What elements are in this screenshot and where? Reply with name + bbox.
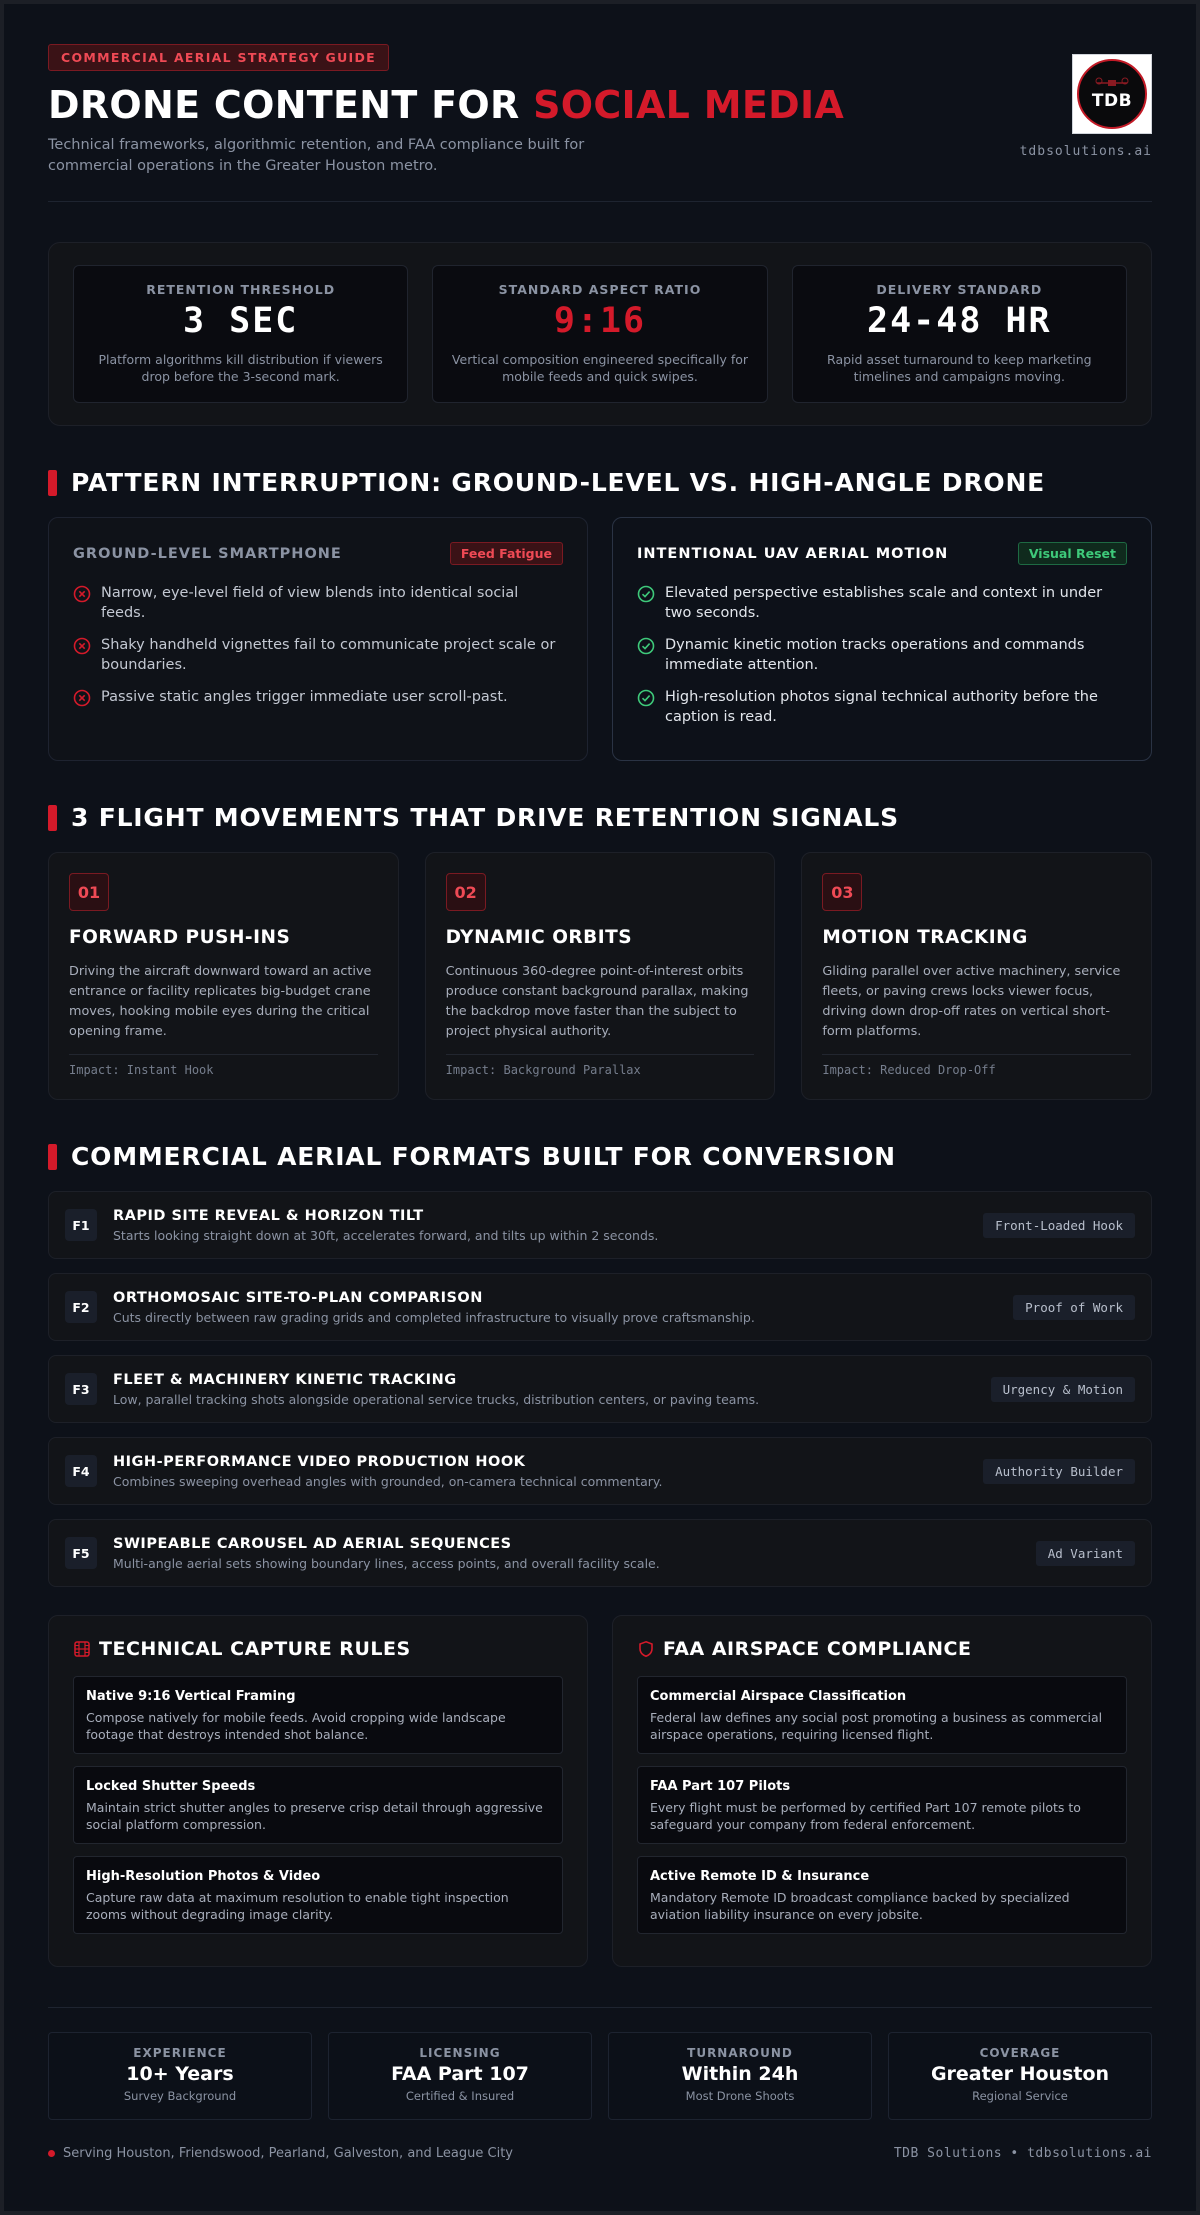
logo-text: TDB bbox=[1091, 91, 1133, 111]
section-title: COMMERCIAL AERIAL FORMATS BUILT FOR CONVERSION bbox=[71, 1142, 896, 1171]
format-desc: Cuts directly between raw grading grids and completed infrastructure to visually prove craftsmanship. bbox=[113, 1309, 755, 1325]
format-tag: Front-Loaded Hook bbox=[983, 1213, 1135, 1238]
format-tag: Ad Variant bbox=[1036, 1541, 1135, 1566]
rule-title: Native 9:16 Vertical Framing bbox=[86, 1689, 296, 1704]
x-circle-icon bbox=[73, 689, 91, 707]
feed-fatigue-badge: Feed Fatigue bbox=[450, 542, 563, 565]
format-row bbox=[48, 1191, 1152, 1259]
movement-title: FORWARD PUSH-INS bbox=[69, 927, 291, 948]
movement-card bbox=[425, 852, 776, 1100]
footer-stat-card bbox=[328, 2032, 592, 2120]
footer-stat-label: COVERAGE bbox=[979, 2046, 1061, 2060]
footer-stat-value: FAA Part 107 bbox=[391, 2063, 529, 2085]
stat-card bbox=[432, 265, 767, 403]
format-row bbox=[48, 1519, 1152, 1587]
footer-stats bbox=[48, 2007, 1152, 2120]
list-item-text: Dynamic kinetic motion tracks operations and commands immediate attention. bbox=[665, 637, 1085, 673]
format-text bbox=[113, 1372, 991, 1407]
list-item bbox=[73, 583, 563, 623]
rule-title: Active Remote ID & Insurance bbox=[650, 1869, 870, 1884]
comparison-title: INTENTIONAL UAV AERIAL MOTION bbox=[637, 545, 949, 562]
rule-head bbox=[637, 1638, 1127, 1660]
logo-circle bbox=[1077, 59, 1147, 129]
movement-number: 02 bbox=[446, 873, 486, 911]
rule-heading: FAA AIRSPACE COMPLIANCE bbox=[663, 1638, 972, 1660]
drone-icon bbox=[1093, 77, 1131, 89]
stat-label: DELIVERY STANDARD bbox=[876, 282, 1043, 297]
footer-stat-sub: Survey Background bbox=[123, 2089, 237, 2103]
rule-title: Commercial Airspace Classification bbox=[650, 1689, 907, 1704]
list-item-text: Elevated perspective establishes scale and context in under two seconds. bbox=[665, 585, 1103, 621]
comparison-head bbox=[637, 542, 1127, 565]
footer-stat-label: EXPERIENCE bbox=[133, 2046, 227, 2060]
header bbox=[48, 44, 1152, 202]
logo bbox=[1072, 54, 1152, 134]
format-text bbox=[113, 1536, 1036, 1571]
format-text bbox=[113, 1290, 1013, 1325]
movement-number: 03 bbox=[822, 873, 862, 911]
stat-value: 9:16 bbox=[553, 301, 647, 341]
footer-serving bbox=[48, 2146, 513, 2161]
x-circle-icon bbox=[73, 637, 91, 655]
comparison bbox=[48, 517, 1152, 761]
footer bbox=[48, 2146, 1152, 2161]
movement-title: DYNAMIC ORBITS bbox=[445, 927, 633, 948]
stat-value: 24-48 HR bbox=[867, 301, 1052, 341]
rule-head bbox=[73, 1638, 563, 1660]
movement-desc: Gliding parallel over active machinery, service fleets, or paving crews locks viewer focus, driving down drop-off rates on vertical short-form platforms. bbox=[822, 964, 1121, 1039]
rules-section bbox=[48, 1615, 1152, 1967]
list-item bbox=[637, 635, 1127, 675]
list-item bbox=[73, 635, 563, 675]
footer-stat-value: Within 24h bbox=[681, 2063, 799, 2085]
page-subtitle: Technical frameworks, algorithmic retention, and FAA compliance built for commercial operations in the Greater Houston metro. bbox=[48, 137, 585, 174]
rule-desc: Compose natively for mobile feeds. Avoid cropping wide landscape footage that destroys intended shot balance. bbox=[86, 1710, 506, 1742]
status-dot-icon bbox=[48, 2150, 55, 2157]
comparison-list bbox=[73, 583, 563, 707]
format-code: F1 bbox=[65, 1209, 97, 1241]
rule-item bbox=[73, 1766, 563, 1844]
format-code: F4 bbox=[65, 1455, 97, 1487]
rule-title: High-Resolution Photos & Video bbox=[86, 1869, 321, 1884]
format-code: F5 bbox=[65, 1537, 97, 1569]
stat-desc: Platform algorithms kill distribution if viewers drop before the 3-second mark. bbox=[98, 352, 383, 384]
rule-title: Locked Shutter Speeds bbox=[86, 1779, 256, 1794]
eyebrow-badge: COMMERCIAL AERIAL STRATEGY GUIDE bbox=[48, 44, 389, 71]
list-item-text: Narrow, eye-level field of view blends into identical social feeds. bbox=[101, 585, 519, 621]
format-desc: Low, parallel tracking shots alongside operational service trucks, distribution centers, or paving teams. bbox=[113, 1391, 760, 1407]
footer-stat-sub: Regional Service bbox=[972, 2089, 1068, 2103]
movement-card bbox=[48, 852, 399, 1100]
format-row bbox=[48, 1273, 1152, 1341]
footer-stat-card bbox=[48, 2032, 312, 2120]
comparison-card-ground bbox=[48, 517, 588, 761]
check-circle-icon bbox=[637, 689, 655, 707]
list-item bbox=[637, 687, 1127, 727]
movement-title: MOTION TRACKING bbox=[822, 927, 1028, 948]
comparison-card-uav bbox=[612, 517, 1152, 761]
title-main: DRONE CONTENT FOR bbox=[48, 83, 534, 127]
rule-desc: Maintain strict shutter angles to preserve crisp detail through aggressive social platform compression. bbox=[86, 1800, 543, 1832]
footer-serving-text: Serving Houston, Friendswood, Pearland, Galveston, and League City bbox=[63, 2146, 513, 2161]
movements bbox=[48, 852, 1152, 1100]
format-row bbox=[48, 1437, 1152, 1505]
format-text bbox=[113, 1454, 983, 1489]
footer-stat-value: 10+ Years bbox=[126, 2063, 234, 2085]
stat-value: 3 SEC bbox=[182, 301, 299, 341]
list-item bbox=[73, 687, 563, 707]
stat-desc: Vertical composition engineered specifically for mobile feeds and quick swipes. bbox=[451, 352, 749, 384]
rule-title: FAA Part 107 Pilots bbox=[650, 1779, 791, 1794]
comparison-title: GROUND-LEVEL SMARTPHONE bbox=[73, 545, 342, 562]
stat-card bbox=[792, 265, 1127, 403]
section-accent-bar bbox=[48, 1144, 57, 1170]
rule-desc: Mandatory Remote ID broadcast compliance backed by specialized aviation liability insurance on every jobsite. bbox=[650, 1890, 1070, 1922]
list-item-text: Shaky handheld vignettes fail to communicate project scale or boundaries. bbox=[101, 637, 556, 673]
visual-reset-badge: Visual Reset bbox=[1018, 542, 1127, 565]
format-title: FLEET & MACHINERY KINETIC TRACKING bbox=[113, 1371, 457, 1388]
section-title: PATTERN INTERRUPTION: GROUND-LEVEL VS. HIGH-ANGLE DRONE bbox=[71, 468, 1046, 497]
title-accent: SOCIAL MEDIA bbox=[533, 83, 845, 127]
format-desc: Combines sweeping overhead angles with grounded, on-camera technical commentary. bbox=[113, 1473, 663, 1489]
rule-item bbox=[73, 1856, 563, 1934]
stats-panel bbox=[48, 242, 1152, 426]
footer-stat-card bbox=[888, 2032, 1152, 2120]
list-item-text: Passive static angles trigger immediate user scroll-past. bbox=[101, 689, 508, 705]
comparison-list bbox=[637, 583, 1127, 727]
format-title: RAPID SITE REVEAL & HORIZON TILT bbox=[113, 1207, 424, 1224]
section-heading-formats bbox=[48, 1142, 1152, 1171]
capture-rules-panel bbox=[48, 1615, 588, 1967]
section-heading-movements bbox=[48, 803, 1152, 832]
format-tag: Proof of Work bbox=[1013, 1295, 1135, 1320]
shield-icon bbox=[637, 1640, 655, 1658]
x-circle-icon bbox=[73, 585, 91, 603]
movement-desc: Driving the aircraft downward toward an active entrance or facility replicates big-budget crane moves, hooking mobile eyes during the critical opening frame. bbox=[69, 964, 372, 1039]
movement-impact: Impact: Reduced Drop-Off bbox=[822, 1054, 1131, 1077]
format-tag: Urgency & Motion bbox=[991, 1377, 1135, 1402]
format-title: HIGH-PERFORMANCE VIDEO PRODUCTION HOOK bbox=[113, 1453, 526, 1470]
movement-desc: Continuous 360-degree point-of-interest orbits produce constant background parallax, making the backdrop move faster than the subject to project physical authority. bbox=[445, 964, 749, 1039]
footer-brand: TDB Solutions • tdbsolutions.ai bbox=[893, 2146, 1152, 2161]
format-title: ORTHOMOSAIC SITE-TO-PLAN COMPARISON bbox=[113, 1289, 483, 1306]
section-accent-bar bbox=[48, 805, 57, 831]
rule-item bbox=[637, 1856, 1127, 1934]
rule-desc: Capture raw data at maximum resolution to enable tight inspection zooms without degrading image clarity. bbox=[86, 1890, 509, 1922]
movement-impact: Impact: Background Parallax bbox=[446, 1054, 755, 1077]
section-title: 3 FLIGHT MOVEMENTS THAT DRIVE RETENTION SIGNALS bbox=[71, 803, 899, 832]
list-item bbox=[637, 583, 1127, 623]
rule-heading: TECHNICAL CAPTURE RULES bbox=[99, 1638, 411, 1660]
faa-compliance-panel bbox=[612, 1615, 1152, 1967]
check-circle-icon bbox=[637, 585, 655, 603]
stat-label: RETENTION THRESHOLD bbox=[146, 282, 336, 297]
header-domain: tdbsolutions.ai bbox=[1019, 144, 1152, 159]
rule-item bbox=[637, 1676, 1127, 1754]
comparison-head bbox=[73, 542, 563, 565]
format-desc: Starts looking straight down at 30ft, accelerates forward, and tilts up within 2 seconds. bbox=[113, 1227, 659, 1243]
footer-stat-card bbox=[608, 2032, 872, 2120]
footer-stat-sub: Most Drone Shoots bbox=[685, 2089, 795, 2103]
footer-stat-sub: Certified & Insured bbox=[405, 2089, 515, 2103]
stat-card bbox=[73, 265, 408, 403]
section-heading-pattern bbox=[48, 468, 1152, 497]
footer-stat-label: TURNAROUND bbox=[687, 2046, 793, 2060]
section-accent-bar bbox=[48, 470, 57, 496]
stat-label: STANDARD ASPECT RATIO bbox=[498, 282, 702, 297]
stat-desc: Rapid asset turnaround to keep marketing timelines and campaigns moving. bbox=[827, 352, 1092, 384]
formats-list bbox=[48, 1191, 1152, 1587]
movement-impact: Impact: Instant Hook bbox=[69, 1054, 378, 1077]
format-desc: Multi-angle aerial sets showing boundary lines, access points, and overall facility scale. bbox=[113, 1555, 660, 1571]
footer-stat-label: LICENSING bbox=[419, 2046, 501, 2060]
movement-number: 01 bbox=[69, 873, 109, 911]
footer-stat-value: Greater Houston bbox=[930, 2063, 1110, 2085]
format-title: SWIPEABLE CAROUSEL AD AERIAL SEQUENCES bbox=[113, 1535, 512, 1552]
list-item-text: High-resolution photos signal technical authority before the caption is read. bbox=[665, 689, 1098, 725]
rule-desc: Federal law defines any social post promoting a business as commercial airspace operations, requiring licensed flight. bbox=[650, 1710, 1103, 1742]
format-code: F3 bbox=[65, 1373, 97, 1405]
format-row bbox=[48, 1355, 1152, 1423]
rule-item bbox=[73, 1676, 563, 1754]
check-circle-icon bbox=[637, 637, 655, 655]
page-title bbox=[48, 83, 1152, 127]
film-icon bbox=[73, 1640, 91, 1658]
rule-desc: Every flight must be performed by certified Part 107 remote pilots to safeguard your company from federal enforcement. bbox=[650, 1800, 1081, 1832]
format-text bbox=[113, 1208, 983, 1243]
movement-card bbox=[801, 852, 1152, 1100]
format-code: F2 bbox=[65, 1291, 97, 1323]
format-tag: Authority Builder bbox=[983, 1459, 1135, 1484]
rule-item bbox=[637, 1766, 1127, 1844]
